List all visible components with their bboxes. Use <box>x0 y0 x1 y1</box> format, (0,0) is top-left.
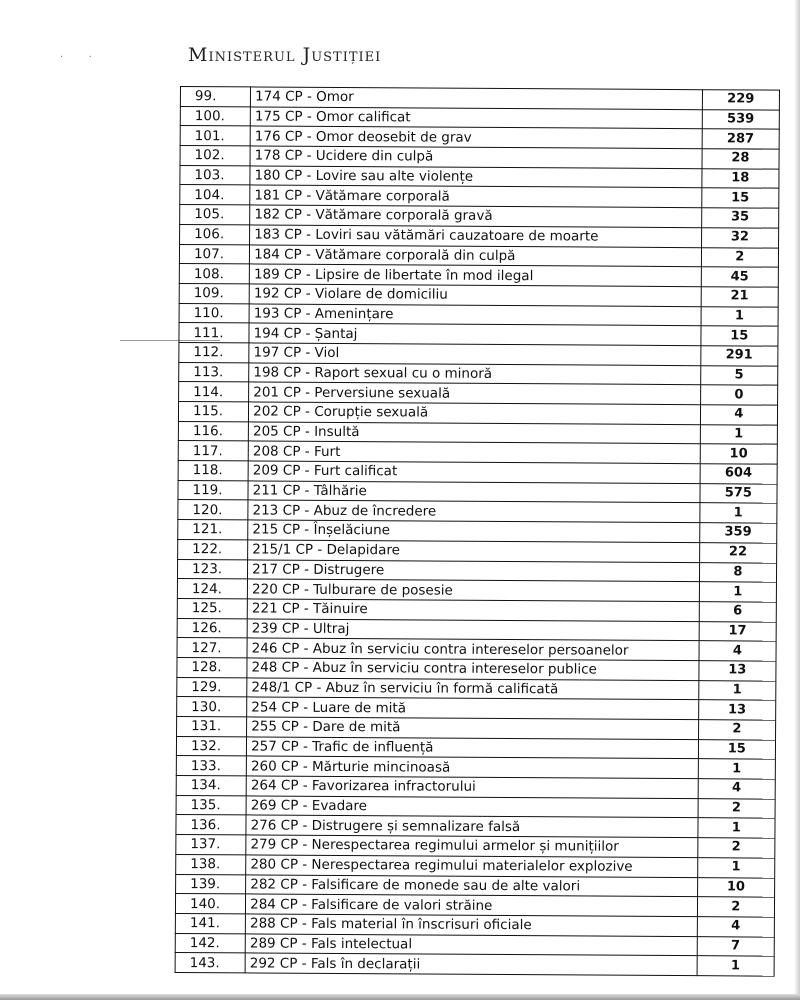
case-count: 2 <box>697 897 774 917</box>
row-number: 102. <box>180 146 250 166</box>
case-count: 10 <box>697 877 774 897</box>
page-header: Ministerul Justiției <box>188 44 382 66</box>
case-count: 13 <box>698 700 775 720</box>
case-count: 539 <box>702 109 779 129</box>
case-count: 22 <box>699 542 776 562</box>
row-number: 127. <box>177 638 247 658</box>
case-count: 28 <box>702 149 779 169</box>
row-number: 122. <box>178 539 248 559</box>
row-number: 101. <box>180 126 250 146</box>
case-count: 18 <box>702 168 779 188</box>
row-number: 118. <box>178 461 248 481</box>
row-number: 109. <box>179 283 249 303</box>
row-number: 142. <box>175 933 245 953</box>
case-count: 4 <box>700 405 777 425</box>
row-number: 117. <box>178 441 248 461</box>
offense-description: 194 CP - Șantaj <box>249 323 701 345</box>
row-number: 128. <box>177 657 247 677</box>
offense-description: 202 CP - Corupție sexuală <box>249 402 701 424</box>
offense-description: 248 CP - Abuz în serviciu contra intereselor publice <box>247 658 699 680</box>
case-count: 15 <box>701 326 778 346</box>
case-count: 15 <box>698 739 775 759</box>
case-count: 35 <box>701 208 778 228</box>
case-count: 4 <box>698 779 775 799</box>
offense-description: 201 CP - Perversiune sexuală <box>249 382 701 404</box>
row-number: 143. <box>175 953 245 973</box>
case-count: 2 <box>697 838 774 858</box>
case-count: 17 <box>699 621 776 641</box>
case-count: 1 <box>698 759 775 779</box>
row-number: 131. <box>177 716 247 736</box>
row-number: 103. <box>180 165 250 185</box>
offense-description: 178 CP - Ucidere din culpă <box>250 146 702 168</box>
row-number: 134. <box>176 776 246 796</box>
offense-description: 182 CP - Vătămare corporală gravă <box>250 205 702 227</box>
case-count: 1 <box>700 424 777 444</box>
row-number: 119. <box>178 480 248 500</box>
row-number: 100. <box>180 106 250 126</box>
offense-description: 192 CP - Violare de domiciliu <box>249 284 701 306</box>
case-count: 10 <box>700 444 777 464</box>
case-count: 7 <box>697 936 774 956</box>
case-count: 1 <box>698 680 775 700</box>
scan-bottom-edge <box>0 994 800 1000</box>
row-number: 106. <box>180 224 250 244</box>
case-count: 21 <box>701 287 778 307</box>
row-number: 136. <box>176 815 246 835</box>
offense-description: 254 CP - Luare de mită <box>247 697 699 719</box>
offense-description: 288 CP - Fals material în înscrisuri oficiale <box>245 914 697 936</box>
offense-description: 181 CP - Vătămare corporală <box>250 185 702 207</box>
offense-description: 193 CP - Amenințare <box>249 303 701 325</box>
row-number: 126. <box>177 618 247 638</box>
offense-description: 280 CP - Nerespectarea regimului materialelor explozive <box>246 855 698 877</box>
offense-description: 246 CP - Abuz în serviciu contra intereselor persoanelor <box>247 638 699 660</box>
offense-description: 257 CP - Trafic de influență <box>247 737 699 759</box>
offense-description: 176 CP - Omor deosebit de grav <box>250 126 702 148</box>
row-number: 130. <box>177 697 247 717</box>
row-number: 113. <box>179 362 249 382</box>
offense-description: 205 CP - Insultă <box>248 422 700 444</box>
offense-description: 175 CP - Omor calificat <box>250 107 702 129</box>
case-count: 287 <box>702 129 779 149</box>
row-number: 132. <box>176 736 246 756</box>
offense-description: 213 CP - Abuz de încredere <box>248 500 700 522</box>
row-number: 105. <box>180 205 250 225</box>
case-count: 0 <box>700 385 777 405</box>
case-count: 1 <box>697 956 774 976</box>
offense-description: 264 CP - Favorizarea infractorului <box>246 776 698 798</box>
offense-description: 221 CP - Tăinuire <box>247 599 699 621</box>
row-number: 110. <box>179 303 249 323</box>
offense-description: 284 CP - Falsificare de valori străine <box>246 894 698 916</box>
offense-description: 198 CP - Raport sexual cu o minoră <box>249 363 701 385</box>
row-number: 125. <box>177 598 247 618</box>
row-number: 107. <box>179 244 249 264</box>
offense-description: 279 CP - Nerespectarea regimului armelor și munițiilor <box>246 835 698 857</box>
case-count: 2 <box>698 798 775 818</box>
offense-description: 197 CP - Viol <box>249 343 701 365</box>
case-count: 2 <box>698 720 775 740</box>
case-count: 575 <box>700 483 777 503</box>
offense-description: 239 CP - Ultraj <box>247 618 699 640</box>
case-count: 13 <box>699 661 776 681</box>
case-count: 1 <box>699 503 776 523</box>
offense-description: 209 CP - Furt calificat <box>248 461 700 483</box>
row-number: 133. <box>176 756 246 776</box>
offense-description: 211 CP - Tâlhărie <box>248 481 700 503</box>
row-number: 139. <box>176 874 246 894</box>
offenses-table <box>175 86 780 977</box>
offense-description: 260 CP - Mărturie mincinoasă <box>246 756 698 778</box>
row-number: 135. <box>176 795 246 815</box>
case-count: 45 <box>701 267 778 287</box>
case-count: 1 <box>701 306 778 326</box>
row-number: 114. <box>179 382 249 402</box>
offense-description: 208 CP - Furt <box>248 441 700 463</box>
offense-description: 292 CP - Fals în declarații <box>245 953 697 975</box>
row-number: 140. <box>175 894 245 914</box>
row-number: 137. <box>176 835 246 855</box>
row-number: 121. <box>178 520 248 540</box>
offense-description: 248/1 CP - Abuz în serviciu în formă calificată <box>247 678 699 700</box>
case-count: 2 <box>701 247 778 267</box>
offense-description: 183 CP - Loviri sau vătămări cauzatoare de moarte <box>250 225 702 247</box>
offense-description: 189 CP - Lipsire de libertate în mod ilegal <box>249 264 701 286</box>
case-count: 229 <box>702 90 779 110</box>
scan-specks: · · <box>60 52 92 63</box>
row-number: 115. <box>178 401 248 421</box>
case-count: 8 <box>699 562 776 582</box>
case-count: 1 <box>699 582 776 602</box>
offense-description: 289 CP - Fals intelectual <box>245 933 697 955</box>
offense-description: 184 CP - Vătămare corporală din culpă <box>250 244 702 266</box>
scan-right-edge <box>794 0 800 1000</box>
case-count: 359 <box>699 523 776 543</box>
case-count: 15 <box>701 188 778 208</box>
offense-description: 282 CP - Falsificare de monede sau de alte valori <box>246 874 698 896</box>
row-number: 111. <box>179 323 249 343</box>
case-count: 1 <box>697 857 774 877</box>
offense-description: 174 CP - Omor <box>251 87 703 109</box>
case-count: 6 <box>699 602 776 622</box>
case-count: 1 <box>698 818 775 838</box>
row-number: 112. <box>179 342 249 362</box>
offense-description: 215 CP - Înșelăciune <box>248 520 700 542</box>
row-number: 138. <box>176 854 246 874</box>
row-number: 120. <box>178 500 248 520</box>
row-number: 141. <box>175 913 245 933</box>
row-number: 129. <box>177 677 247 697</box>
case-count: 4 <box>697 917 774 937</box>
offenses-table-wrapper <box>175 86 780 977</box>
case-count: 5 <box>700 365 777 385</box>
case-count: 32 <box>701 227 778 247</box>
offense-description: 220 CP - Tulburare de posesie <box>247 579 699 601</box>
offense-description: 255 CP - Dare de mită <box>247 717 699 739</box>
offense-description: 217 CP - Distrugere <box>248 559 700 581</box>
offense-description: 215/1 CP - Delapidare <box>248 540 700 562</box>
offense-description: 269 CP - Evadare <box>246 796 698 818</box>
table-row <box>175 953 774 976</box>
row-number: 124. <box>177 579 247 599</box>
row-number: 123. <box>177 559 247 579</box>
row-number: 108. <box>179 264 249 284</box>
table-body <box>175 87 779 977</box>
case-count: 291 <box>700 346 777 366</box>
offense-description: 276 CP - Distrugere și semnalizare falsă <box>246 815 698 837</box>
row-number: 99. <box>180 87 250 107</box>
row-number: 116. <box>178 421 248 441</box>
case-count: 4 <box>699 641 776 661</box>
case-count: 604 <box>700 464 777 484</box>
offense-description: 180 CP - Lovire sau alte violențe <box>250 166 702 188</box>
row-number: 104. <box>180 185 250 205</box>
